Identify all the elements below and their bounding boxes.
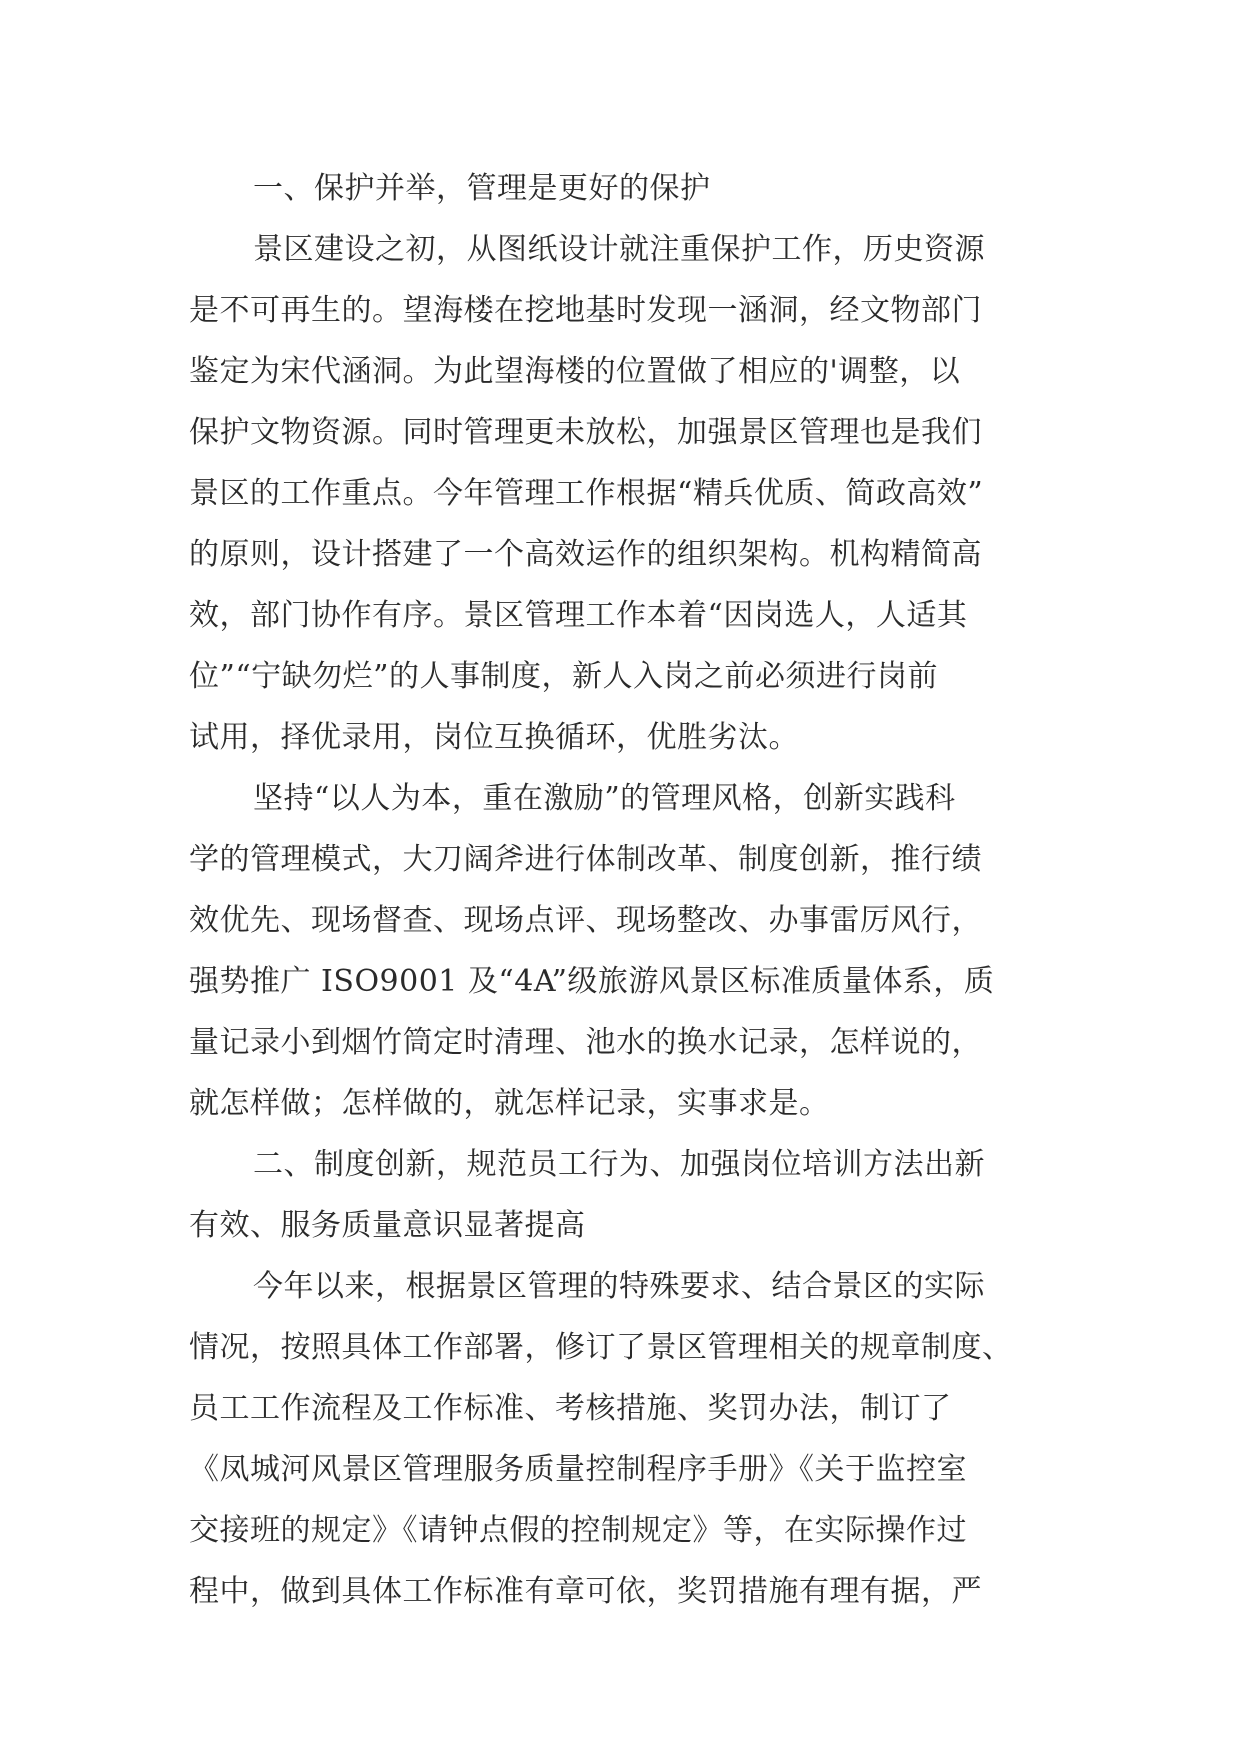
text-line: 是不可再生的。望海楼在挖地基时发现一涵洞，经文物部门	[189, 293, 982, 328]
text-line: 情况，按照具体工作部署，修订了景区管理相关的规章制度、	[189, 1330, 1013, 1365]
text-line: 的原则，设计搭建了一个高效运作的组织架构。机构精简高	[189, 537, 982, 572]
text-line: 试用，择优录用，岗位互换循环，优胜劣汰。	[189, 720, 799, 755]
text-line: 《凤城河风景区管理服务质量控制程序手册》《关于监控室	[189, 1452, 967, 1487]
text-line: 二、制度创新，规范员工行为、加强岗位培训方法出新	[253, 1147, 985, 1182]
text-line: 学的管理模式，大刀阔斧进行体制改革、制度创新，推行绩	[189, 842, 982, 877]
text-line: 位”“宁缺勿烂”的人事制度，新人入岗之前必须进行岗前	[189, 659, 939, 694]
text-line: 今年以来，根据景区管理的特殊要求、结合景区的实际	[253, 1269, 985, 1304]
text-line: 强势推广 ISO9001 及“4A”级旅游风景区标准质量体系，质	[189, 964, 995, 999]
text-line: 鉴定为宋代涵洞。为此望海楼的位置做了相应的'调整，以	[189, 354, 961, 389]
text-line: 坚持“以人为本，重在激励”的管理风格，创新实践科	[253, 781, 956, 816]
text-line: 量记录小到烟竹筒定时清理、池水的换水记录，怎样说的，	[189, 1025, 982, 1060]
text-line: 一、保护并举，管理是更好的保护	[253, 171, 711, 206]
text-line: 保护文物资源。同时管理更未放松，加强景区管理也是我们	[189, 415, 982, 450]
text-line: 程中，做到具体工作标准有章可依，奖罚措施有理有据，严	[189, 1574, 982, 1609]
text-line: 景区建设之初，从图纸设计就注重保护工作，历史资源	[253, 232, 985, 267]
text-line: 效优先、现场督查、现场点评、现场整改、办事雷厉风行，	[189, 903, 982, 938]
text-line: 有效、服务质量意识显著提高	[189, 1208, 586, 1243]
text-line: 景区的工作重点。今年管理工作根据“精兵优质、简政高效”	[189, 476, 984, 511]
text-line: 员工工作流程及工作标准、考核措施、奖罚办法，制订了	[189, 1391, 952, 1426]
text-line: 就怎样做；怎样做的，就怎样记录，实事求是。	[189, 1086, 830, 1121]
document-body	[189, 158, 1069, 1622]
text-line: 交接班的规定》《请钟点假的控制规定》等，在实际操作过	[189, 1513, 967, 1548]
text-line: 效，部门协作有序。景区管理工作本着“因岗选人，人适其	[189, 598, 968, 633]
